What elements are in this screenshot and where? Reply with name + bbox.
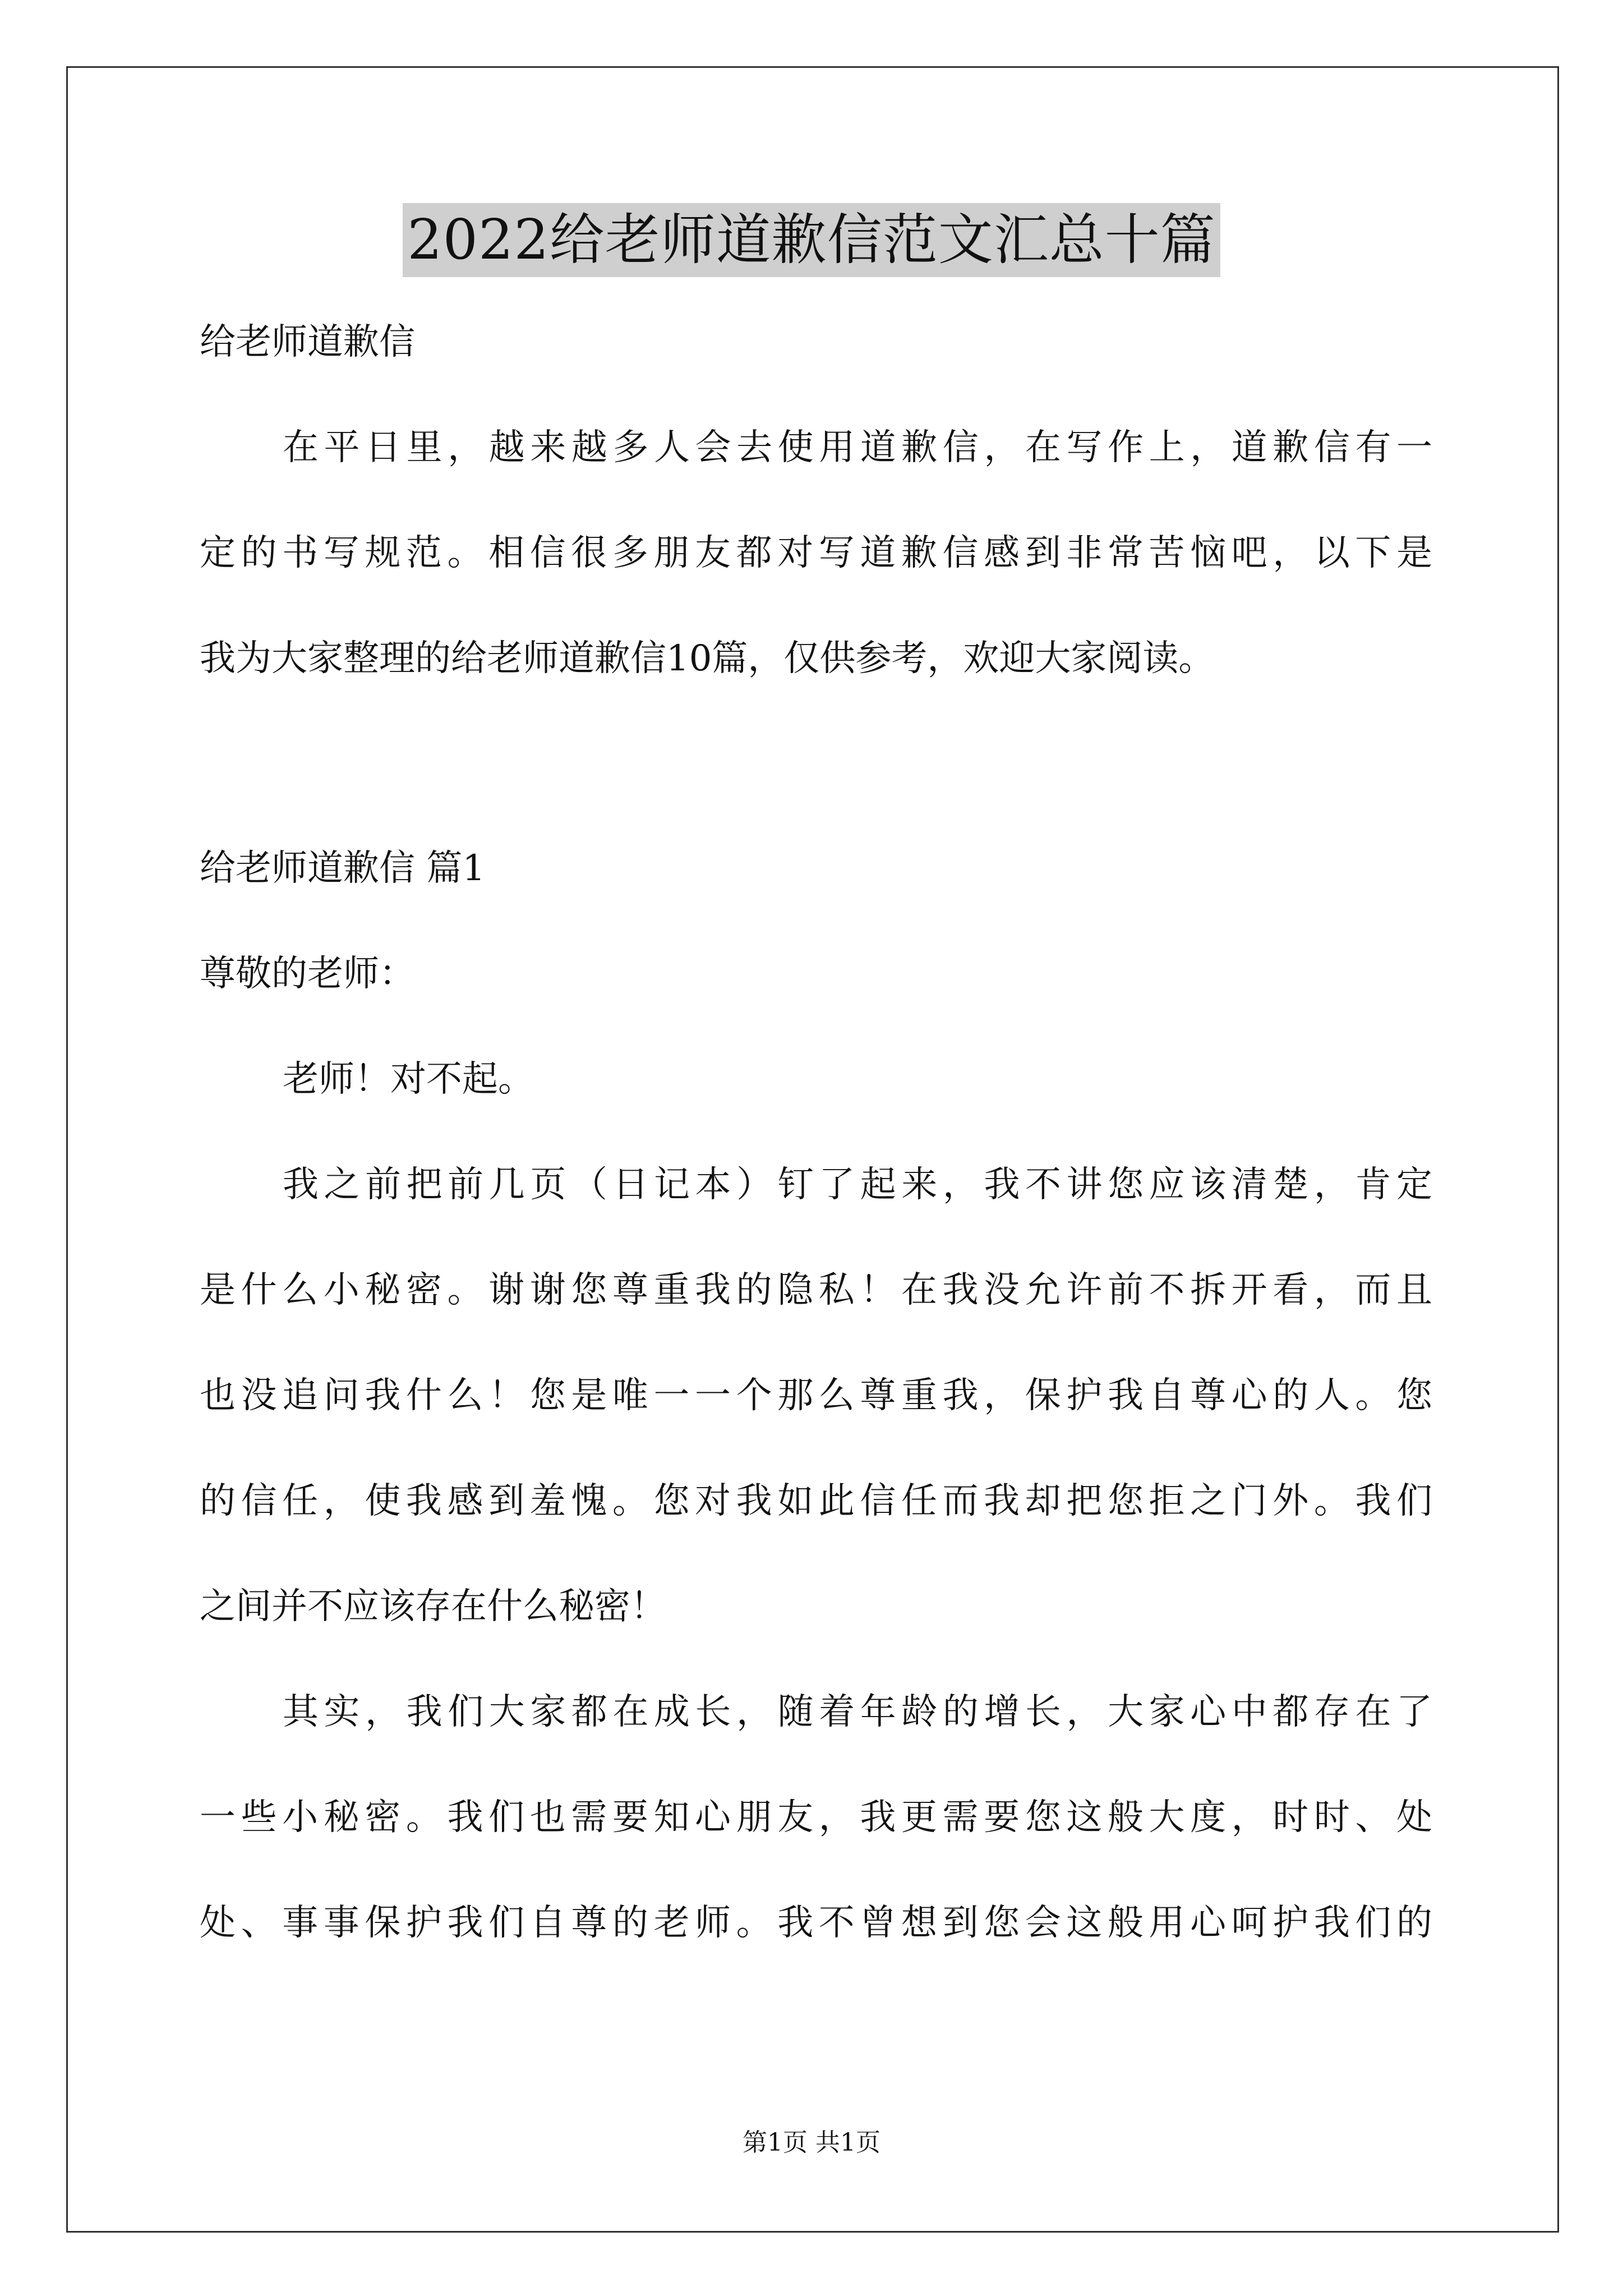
paragraph-line: 也没追问我什么！您是唯一一个那么尊重我，保护我自尊心的人。您 (200, 1375, 1432, 1416)
paragraph-line: 之间并不应该存在什么秘密！ (200, 1586, 666, 1627)
paragraph-line: 其实，我们大家都在成长，随着年龄的增长，大家心中都存在了 (283, 1691, 1432, 1733)
paragraph-line: 老师！对不起。 (283, 1059, 534, 1100)
paragraph-line: 在平日里，越来越多人会去使用道歉信，在写作上，道歉信有一 (283, 427, 1432, 468)
letter-heading: 给老师道歉信 篇1 (200, 848, 486, 889)
paragraph-line: 是什么小秘密。谢谢您尊重我的隐私！在我没允许前不拆开看，而且 (200, 1269, 1432, 1311)
paragraph-line: 的信任，使我感到羞愧。您对我如此信任而我却把您拒之门外。我们 (200, 1480, 1432, 1522)
section-heading: 给老师道歉信 (200, 321, 415, 363)
paragraph-line: 一些小秘密。我们也需要知心朋友，我更需要您这般大度，时时、处 (200, 1797, 1432, 1838)
page-footer: 第1页 共1页 (743, 2128, 880, 2157)
paragraph-line: 我之前把前几页（日记本）钉了起来，我不讲您应该清楚，肯定 (283, 1164, 1432, 1205)
paragraph-line: 定的书写规范。相信很多朋友都对写道歉信感到非常苦恼吧，以下是 (200, 532, 1432, 574)
paragraph-line: 我为大家整理的给老师道歉信10篇，仅供参考，欢迎大家阅读。 (200, 638, 1215, 679)
document-title: 2022给老师道歉信范文汇总十篇 (403, 203, 1220, 277)
paragraph-line: 处、事事保护我们自尊的老师。我不曾想到您会这般用心呵护我们的 (200, 1902, 1432, 1944)
letter-salutation: 尊敬的老师： (200, 953, 415, 995)
title-container (0, 203, 1623, 277)
